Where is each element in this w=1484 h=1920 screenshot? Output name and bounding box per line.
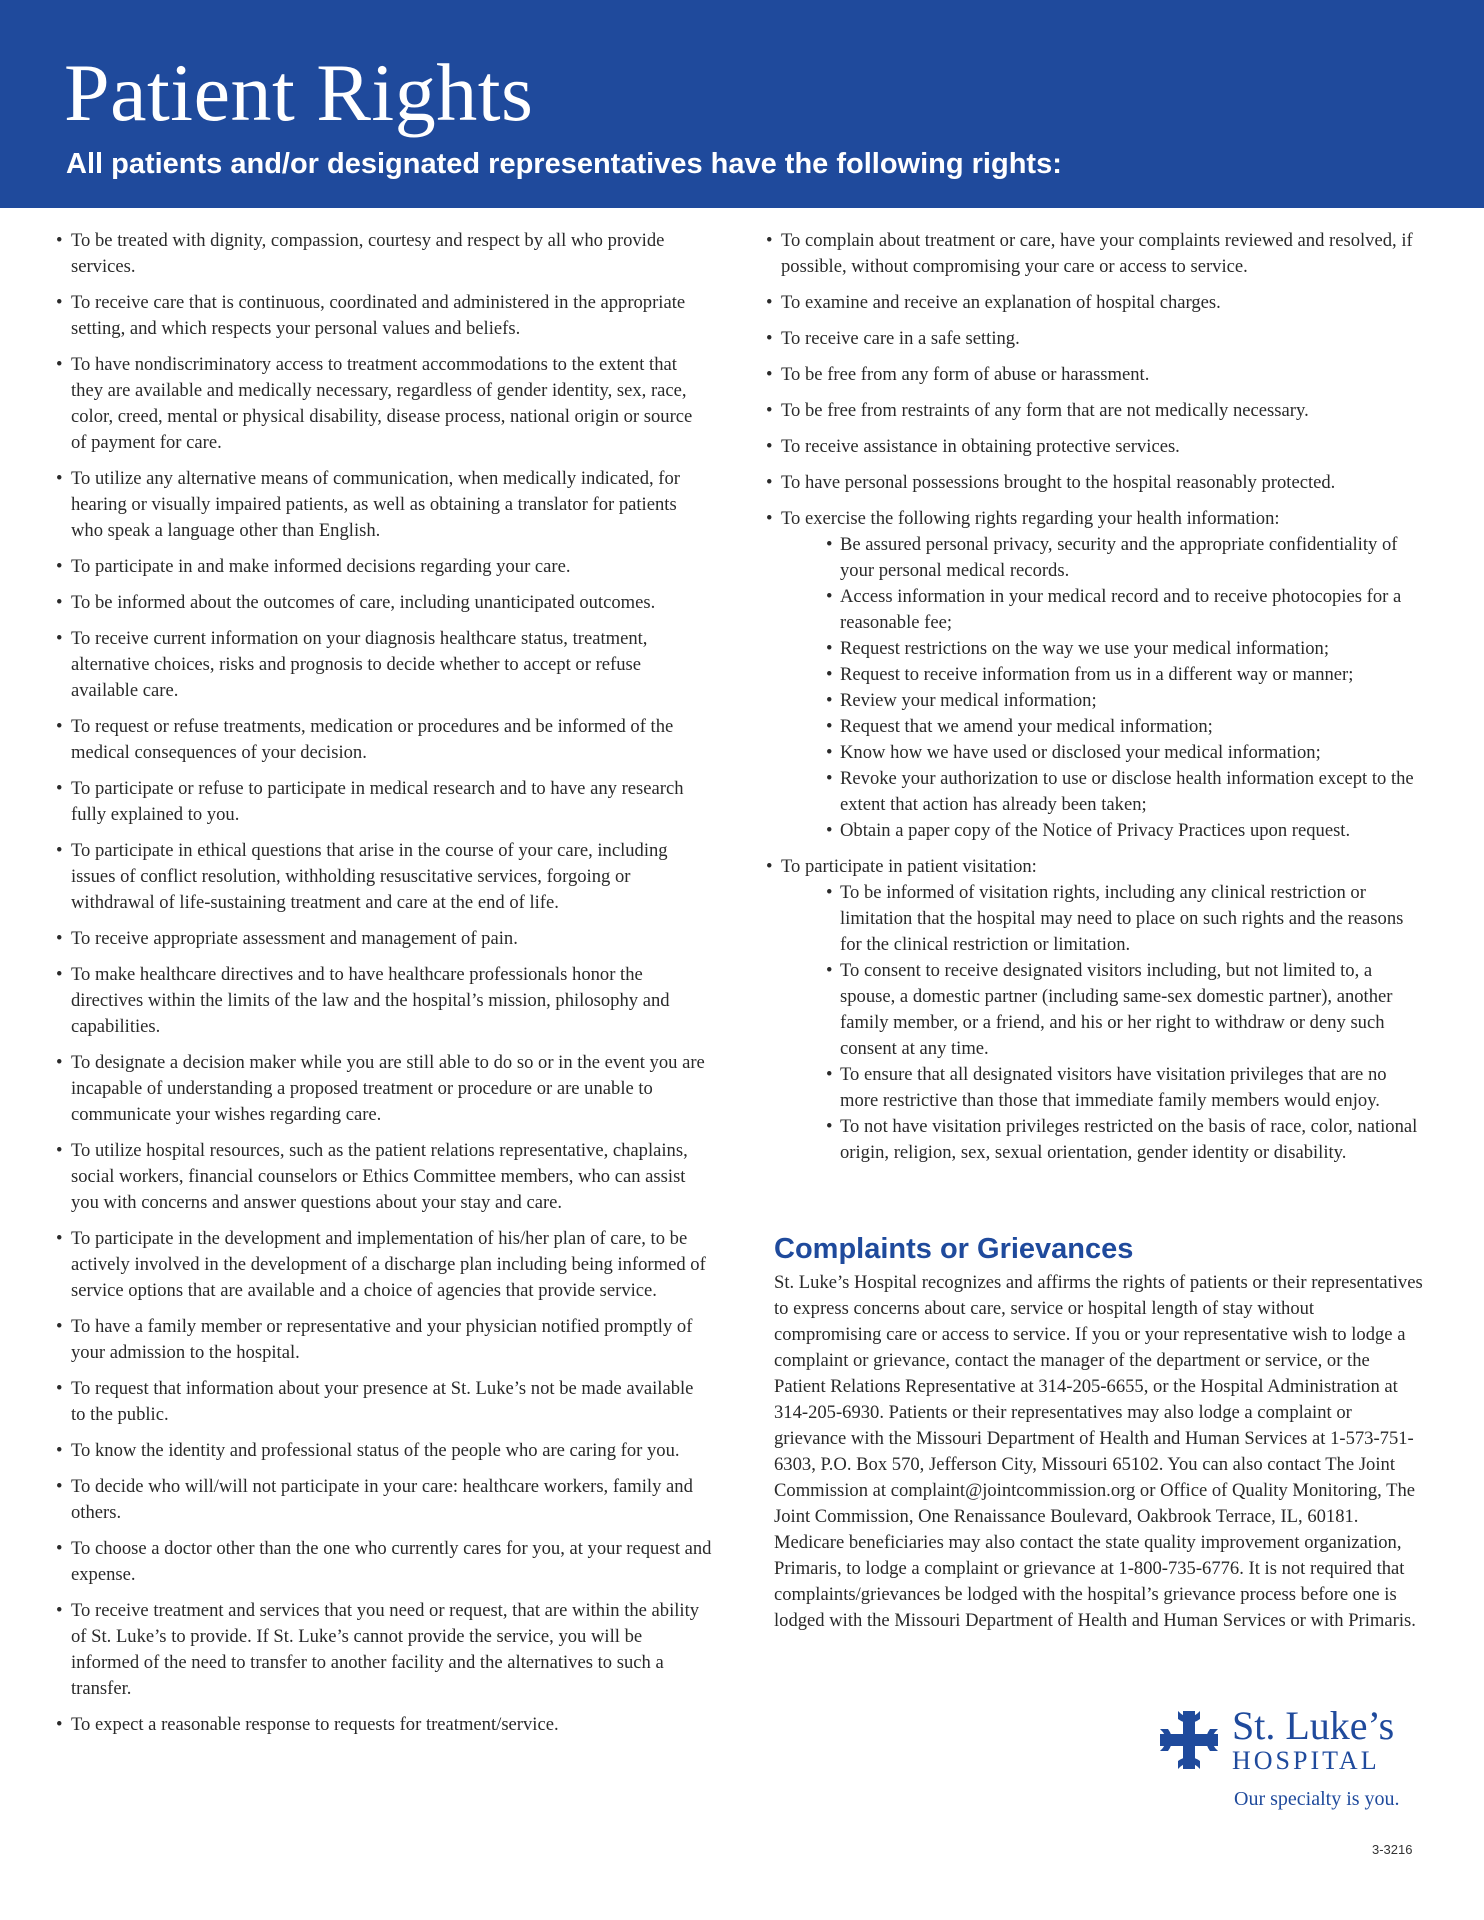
health-info-sublist bbox=[781, 532, 1426, 844]
health-info-intro: To exercise the following rights regarding your health information: bbox=[781, 508, 1280, 529]
sub-list-item: • Access information in your medical record and to receive photocopies for a reasonable fee; bbox=[826, 584, 1426, 636]
list-item: • To request that information about your presence at St. Luke’s not be made available to the public. bbox=[56, 1376, 712, 1428]
sub-list-item: • Request restrictions on the way we use your medical information; bbox=[826, 636, 1426, 662]
complaints-body: St. Luke’s Hospital recognizes and affirms the rights of patients or their representatives to express concerns about care, service or hospital length of stay without compromising care or access to service. If you or your representative wish to lodge a complaint or grievance, contact the manager of the department or service, or the Patient Relations Representative at 314-205-6655, or the Hospital Administration at 314-205-6930. Patients or their representatives may also lodge a complaint or grievance with the Missouri Department of Health and Human Services at 1-573-751-6303, P.O. Box 570, Jefferson City, Missouri 65102. You can also contact The Joint Commission at complaint@jointcommission.org or Office of Quality Monitoring, The Joint Commission, One Renaissance Boulevard, Oakbrook Terrace, IL, 60181. Medicare beneficiaries may also contact the state quality improvement organization, Primaris, to lodge a complaint or grievance at 1-800-735-6776. It is not required that complaints/grievances be lodged with the hospital’s grievance process before one is lodged with the Missouri Department of Health and Human Services or with Primaris. bbox=[774, 1272, 1423, 1631]
sub-list-item: • Revoke your authorization to use or disclose health information except to the extent that action has already been taken; bbox=[826, 766, 1426, 818]
sub-list-item: • Request to receive information from us in a different way or manner; bbox=[826, 662, 1426, 688]
sub-list-item: • Review your medical information; bbox=[826, 688, 1426, 714]
sub-list-item: • Request that we amend your medical information; bbox=[826, 714, 1426, 740]
sub-list-item: • Be assured personal privacy, security and the appropriate confidentiality of your personal medical records. bbox=[826, 532, 1426, 584]
list-item: • To receive care in a safe setting. bbox=[766, 326, 1426, 352]
cross-icon bbox=[1158, 1709, 1220, 1771]
sub-list-item: • To be informed of visitation rights, including any clinical restriction or limitation that the hospital may need to place on such rights and the reasons for the clinical restriction or limitation. bbox=[826, 880, 1426, 958]
list-item: • To make healthcare directives and to have healthcare professionals honor the directives within the limits of the law and the hospital’s mission, philosophy and capabilities. bbox=[56, 962, 712, 1040]
list-item: • To be informed about the outcomes of care, including unanticipated outcomes. bbox=[56, 590, 712, 616]
complaints-section bbox=[774, 1232, 1426, 1634]
list-item: • To have nondiscriminatory access to treatment accommodations to the extent that they are available and medically necessary, regardless of gender identity, sex, race, color, creed, mental or physical disability, disease process, national origin or source of payment for care. bbox=[56, 352, 712, 456]
list-item: • To request or refuse treatments, medication or procedures and be informed of the medical consequences of your decision. bbox=[56, 714, 712, 766]
list-item-visitation bbox=[766, 854, 1426, 1166]
list-item: • To expect a reasonable response to requests for treatment/service. bbox=[56, 1712, 712, 1738]
hospital-logo bbox=[1158, 1703, 1418, 1816]
list-item: • To know the identity and professional status of the people who are caring for you. bbox=[56, 1438, 712, 1464]
list-item: • To receive treatment and services that you need or request, that are within the ability of St. Luke’s to provide. If St. Luke’s cannot provide the service, you will be informed of the need to transfer to another facility and the alternatives to such a transfer. bbox=[56, 1598, 712, 1702]
list-item-health-information bbox=[766, 506, 1426, 844]
rights-list-left bbox=[56, 228, 712, 1738]
list-item: • To utilize any alternative means of communication, when medically indicated, for hearing or visually impaired patients, as well as obtaining a translator for patients who speak a language other than English. bbox=[56, 466, 712, 544]
list-item: • To receive current information on your diagnosis healthcare status, treatment, alternative choices, risks and prognosis to decide whether to accept or refuse available care. bbox=[56, 626, 712, 704]
sub-list-item: • Obtain a paper copy of the Notice of Privacy Practices upon request. bbox=[826, 818, 1426, 844]
list-item: • To receive assistance in obtaining protective services. bbox=[766, 434, 1426, 460]
left-column bbox=[56, 228, 712, 1748]
sub-list-item: • To ensure that all designated visitors have visitation privileges that are no more restrictive than those that immediate family members would enjoy. bbox=[826, 1062, 1426, 1114]
list-item: • To be free from any form of abuse or harassment. bbox=[766, 362, 1426, 388]
page-title: Patient Rights bbox=[64, 47, 534, 138]
list-item: • To participate in and make informed decisions regarding your care. bbox=[56, 554, 712, 580]
list-item: • To have personal possessions brought to the hospital reasonably protected. bbox=[766, 470, 1426, 496]
list-item: • To participate or refuse to participate in medical research and to have any research fully explained to you. bbox=[56, 776, 712, 828]
header-banner bbox=[0, 0, 1484, 208]
visitation-sublist bbox=[781, 880, 1426, 1166]
rights-list-right bbox=[766, 228, 1426, 1166]
document-number: 3-3216 bbox=[1372, 1842, 1413, 1857]
logo-name: St. Luke’s bbox=[1232, 1703, 1395, 1748]
list-item: • To examine and receive an explanation of hospital charges. bbox=[766, 290, 1426, 316]
list-item: • To designate a decision maker while you are still able to do so or in the event you are incapable of understanding a proposed treatment or procedure or are unable to communicate your wishes regarding care. bbox=[56, 1050, 712, 1128]
right-column bbox=[766, 228, 1426, 1176]
list-item: • To be free from restraints of any form that are not medically necessary. bbox=[766, 398, 1426, 424]
sub-list-item: • To consent to receive designated visitors including, but not limited to, a spouse, a domestic partner (including same-sex domestic partner), another family member, or a friend, and his or her right to withdraw or deny such consent at any time. bbox=[826, 958, 1426, 1062]
list-item: • To be treated with dignity, compassion, courtesy and respect by all who provide services. bbox=[56, 228, 712, 280]
list-item: • To receive care that is continuous, coordinated and administered in the appropriate setting, and which respects your personal values and beliefs. bbox=[56, 290, 712, 342]
list-item: • To utilize hospital resources, such as the patient relations representative, chaplains, social workers, financial counselors or Ethics Committee members, who can assist you with concerns and answer questions about your stay and care. bbox=[56, 1138, 712, 1216]
list-item: • To choose a doctor other than the one who currently cares for you, at your request and expense. bbox=[56, 1536, 712, 1588]
sub-list-item: • To not have visitation privileges restricted on the basis of race, color, national origin, religion, sex, sexual orientation, gender identity or disability. bbox=[826, 1114, 1426, 1166]
list-item: • To receive appropriate assessment and management of pain. bbox=[56, 926, 712, 952]
list-item: • To have a family member or representative and your physician notified promptly of your admission to the hospital. bbox=[56, 1314, 712, 1366]
list-item: • To complain about treatment or care, have your complaints reviewed and resolved, if possible, without compromising your care or access to service. bbox=[766, 228, 1426, 280]
list-item: • To decide who will/will not participate in your care: healthcare workers, family and others. bbox=[56, 1474, 712, 1526]
logo-tagline: Our specialty is you. bbox=[1234, 1788, 1400, 1810]
page-subtitle: All patients and/or designated representatives have the following rights: bbox=[66, 148, 1062, 180]
list-item: • To participate in ethical questions that arise in the course of your care, including issues of conflict resolution, withholding resuscitative services, forgoing or withdrawal of life-sustaining treatment and care at the end of life. bbox=[56, 838, 712, 916]
sub-list-item: • Know how we have used or disclosed your medical information; bbox=[826, 740, 1426, 766]
complaints-heading: Complaints or Grievances bbox=[774, 1233, 1134, 1265]
list-item: • To participate in the development and implementation of his/her plan of care, to be actively involved in the development of a discharge plan including being informed of service options that are available and a choice of agencies that provide service. bbox=[56, 1226, 712, 1304]
logo-subname: HOSPITAL bbox=[1232, 1746, 1380, 1775]
visitation-intro: To participate in patient visitation: bbox=[781, 856, 1037, 877]
